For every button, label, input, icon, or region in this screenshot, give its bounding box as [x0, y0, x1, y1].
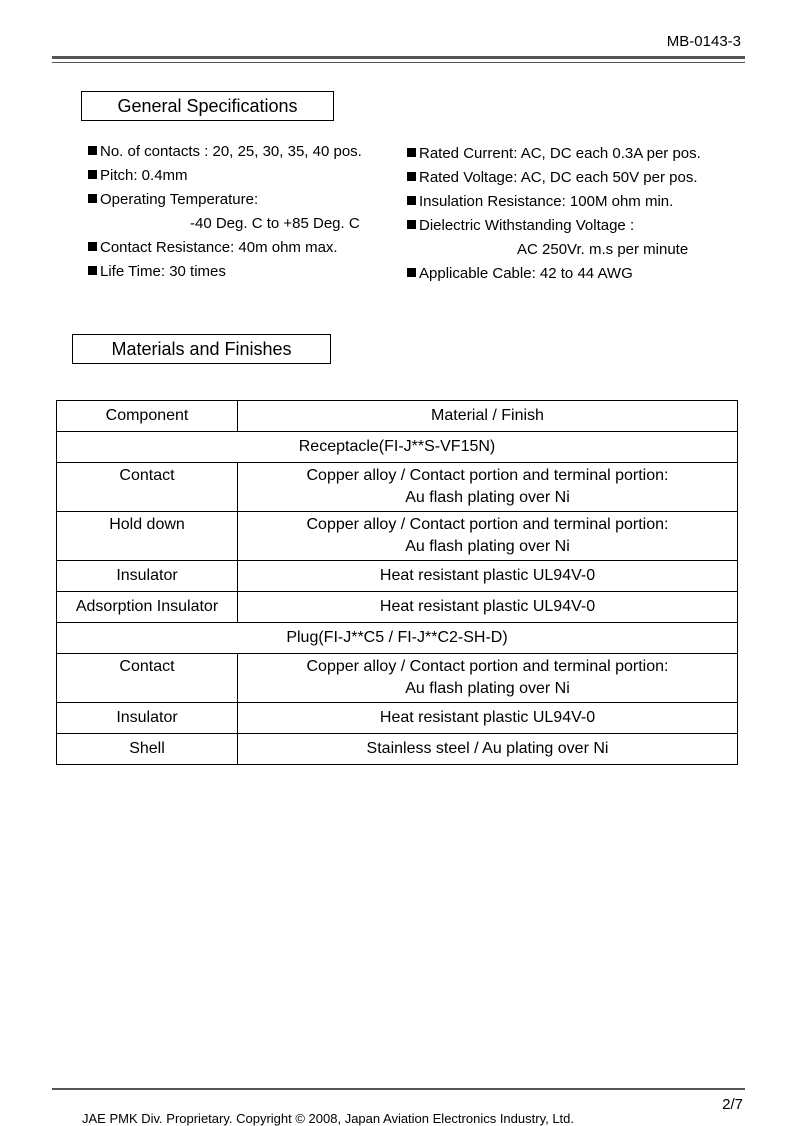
column-header-material: Material / Finish: [238, 401, 738, 432]
component-cell: Insulator: [57, 703, 238, 734]
spec-item: Rated Current: AC, DC each 0.3A per pos.: [407, 142, 701, 166]
component-cell: Insulator: [57, 561, 238, 592]
square-bullet-icon: [407, 196, 416, 205]
spec-item: Life Time: 30 times: [88, 260, 362, 284]
spec-list-left: [88, 140, 362, 284]
table-row: [57, 512, 738, 561]
component-cell: Contact: [57, 463, 238, 512]
header-rule: [52, 56, 745, 59]
component-cell: Contact: [57, 654, 238, 703]
group-row-receptacle: [57, 432, 738, 463]
square-bullet-icon: [88, 266, 97, 275]
group-label: Receptacle(FI-J**S-VF15N): [57, 432, 738, 463]
material-cell: Heat resistant plastic UL94V-0: [238, 703, 738, 734]
square-bullet-icon: [407, 172, 416, 181]
material-cell: Copper alloy / Contact portion and terminal portion: Au flash plating over Ni: [238, 512, 738, 561]
materials-finishes-heading: Materials and Finishes: [72, 334, 331, 364]
spec-list-right: [407, 142, 701, 286]
group-label: Plug(FI-J**C5 / FI-J**C2-SH-D): [57, 623, 738, 654]
table-row: [57, 654, 738, 703]
materials-table: [56, 400, 738, 765]
square-bullet-icon: [88, 242, 97, 251]
material-cell: Copper alloy / Contact portion and terminal portion: Au flash plating over Ni: [238, 463, 738, 512]
component-cell: Shell: [57, 734, 238, 765]
material-cell: Stainless steel / Au plating over Ni: [238, 734, 738, 765]
spec-item: Rated Voltage: AC, DC each 50V per pos.: [407, 166, 701, 190]
footer-rule: [52, 1088, 745, 1090]
group-row-plug: [57, 623, 738, 654]
spec-item: Insulation Resistance: 100M ohm min.: [407, 190, 701, 214]
table-row: [57, 561, 738, 592]
document-number: MB-0143-3: [666, 33, 741, 50]
header-rule-thin: [52, 62, 745, 63]
square-bullet-icon: [88, 170, 97, 179]
square-bullet-icon: [407, 220, 416, 229]
general-specifications-heading: General Specifications: [81, 91, 334, 121]
material-cell: Heat resistant plastic UL94V-0: [238, 592, 738, 623]
spec-item: Operating Temperature:: [88, 188, 362, 212]
copyright-notice: JAE PMK Div. Proprietary. Copyright © 2008, Japan Aviation Electronics Industry, Ltd.: [82, 1111, 575, 1126]
spec-item: Applicable Cable: 42 to 44 AWG: [407, 262, 701, 286]
spec-item: Contact Resistance: 40m ohm max.: [88, 236, 362, 260]
table-row: [57, 592, 738, 623]
table-row: [57, 703, 738, 734]
column-header-component: Component: [57, 401, 238, 432]
component-cell: Hold down: [57, 512, 238, 561]
spec-item: Dielectric Withstanding Voltage :: [407, 214, 701, 238]
table-row: [57, 734, 738, 765]
spec-item-continuation: -40 Deg. C to +85 Deg. C: [190, 215, 360, 232]
page-number: 2/7: [722, 1096, 743, 1113]
square-bullet-icon: [407, 268, 416, 277]
component-cell: Adsorption Insulator: [57, 592, 238, 623]
square-bullet-icon: [407, 148, 416, 157]
spec-item-continuation: AC 250Vr. m.s per minute: [517, 241, 689, 258]
square-bullet-icon: [88, 146, 97, 155]
square-bullet-icon: [88, 194, 97, 203]
table-row: [57, 463, 738, 512]
spec-item: Pitch: 0.4mm: [88, 164, 362, 188]
table-header-row: [57, 401, 738, 432]
material-cell: Copper alloy / Contact portion and terminal portion: Au flash plating over Ni: [238, 654, 738, 703]
spec-item: No. of contacts : 20, 25, 30, 35, 40 pos.: [88, 140, 362, 164]
material-cell: Heat resistant plastic UL94V-0: [238, 561, 738, 592]
